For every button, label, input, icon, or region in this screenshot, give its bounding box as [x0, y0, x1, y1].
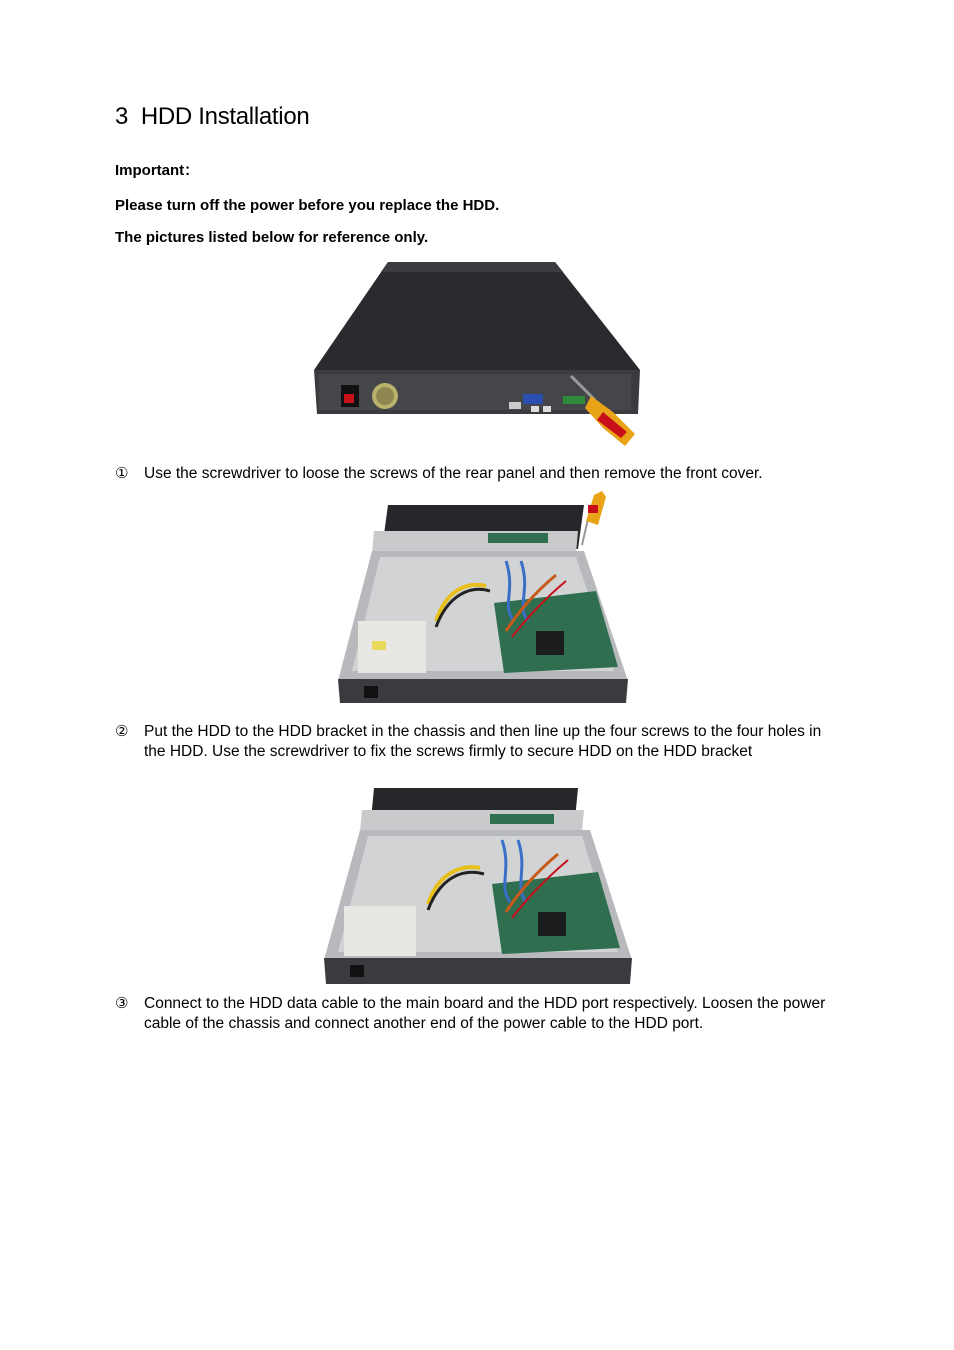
screwdriver-icon [582, 491, 606, 545]
reference-note: The pictures listed below for reference only. [115, 229, 429, 246]
power-off-note: Please turn off the power before you replace the HDD. [115, 197, 500, 214]
photo-open-chassis-screwdriver [336, 491, 630, 705]
step-2-text: Put the HDD to the HDD bracket in the chassis and then line up the four screws to the four holes in the HDD. Use the screwdriver to fix the screws firmly to secure HDD on the HDD bracket [144, 723, 822, 760]
step-3-text: Connect to the HDD data cable to the main board and the HDD port respectively. Loosen the power cable of the chassis and connect another end of the power cable to the HDD port. [144, 995, 826, 1032]
step-2 [115, 722, 840, 761]
step-1-text: Use the screwdriver to loose the screws of the rear panel and then remove the front cover. [144, 465, 763, 482]
step-2-number: ② [115, 723, 129, 740]
photo-open-chassis-hdd [322, 788, 634, 986]
photo-closed-chassis [313, 262, 641, 452]
page-title [115, 103, 309, 131]
section-title: HDD Installation [140, 103, 310, 130]
important-label [115, 159, 199, 180]
important-colon: ： [184, 162, 200, 179]
step-3-number: ③ [115, 995, 129, 1012]
step-1 [115, 464, 840, 484]
section-number: 3 [115, 103, 129, 130]
step-1-number: ① [115, 465, 129, 482]
step-3 [115, 994, 840, 1033]
important-text: Important [115, 162, 185, 179]
